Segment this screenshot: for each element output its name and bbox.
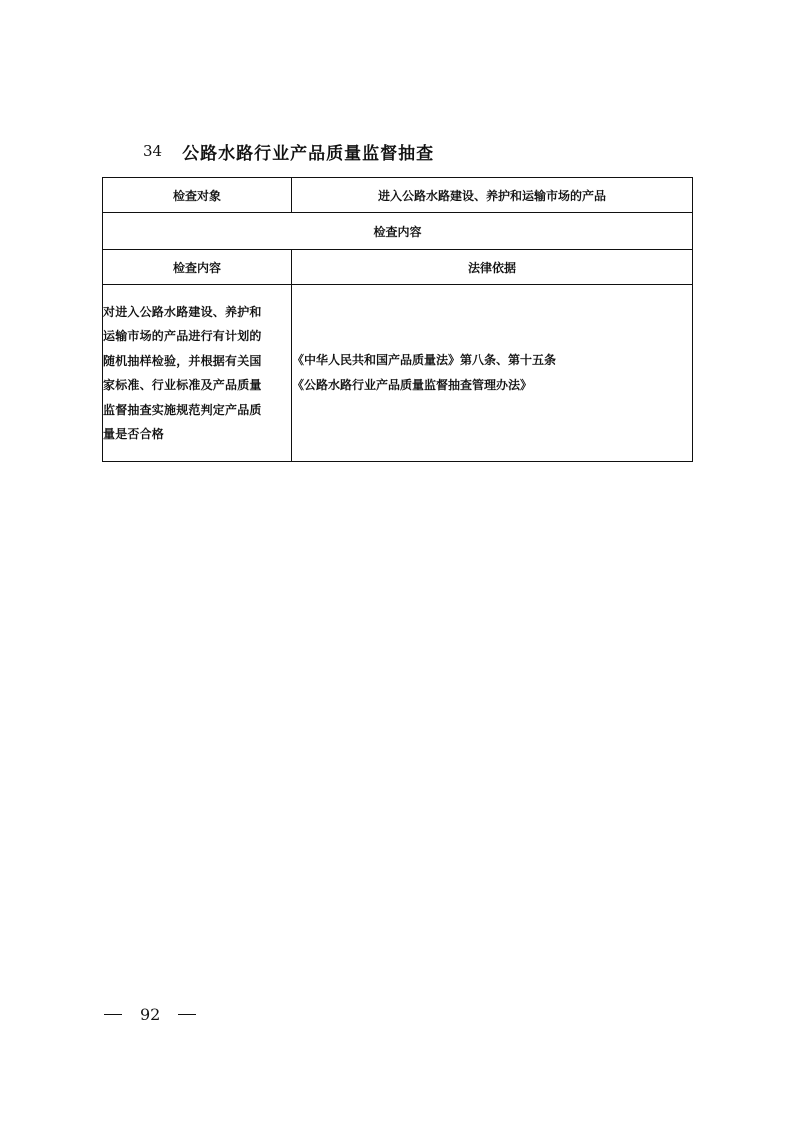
inspection-object-label: 检查对象 bbox=[103, 178, 292, 213]
table-row bbox=[103, 178, 693, 213]
inspection-object-value: 进入公路水路建设、养护和运输市场的产品 bbox=[292, 178, 693, 213]
table-row bbox=[103, 250, 693, 285]
table-row bbox=[103, 213, 693, 250]
basis-line: 《公路水路行业产品质量监督抽查管理办法》 bbox=[292, 378, 533, 392]
footer-dash-left bbox=[104, 1014, 122, 1015]
legal-basis-header: 法律依据 bbox=[292, 250, 693, 285]
section-heading bbox=[143, 139, 434, 163]
inspection-content-title: 检查内容 bbox=[103, 213, 693, 250]
inspection-content-cell bbox=[103, 285, 292, 462]
content-line: 运输市场的产品进行有计划的 bbox=[103, 329, 262, 343]
page-number: 92 bbox=[140, 1005, 161, 1024]
section-title: 公路水路行业产品质量监督抽查 bbox=[182, 143, 435, 164]
content-line: 量是否合格 bbox=[103, 427, 165, 441]
content-line: 家标准、行业标准及产品质量 bbox=[103, 378, 262, 392]
content-line: 随机抽样检验，并根据有关国 bbox=[103, 353, 262, 368]
inspection-content-header: 检查内容 bbox=[103, 250, 292, 285]
section-number: 34 bbox=[143, 142, 163, 160]
footer-dash-right bbox=[178, 1014, 196, 1015]
basis-line: 《中华人民共和国产品质量法》第八条、第十五条 bbox=[292, 353, 557, 367]
content-line: 监督抽查实施规范判定产品质 bbox=[103, 402, 262, 417]
inspection-table bbox=[102, 177, 693, 462]
content-line: 对进入公路水路建设、养护和 bbox=[103, 304, 262, 319]
table-row bbox=[103, 285, 693, 462]
legal-basis-cell bbox=[292, 285, 693, 462]
page-footer bbox=[104, 1005, 196, 1024]
